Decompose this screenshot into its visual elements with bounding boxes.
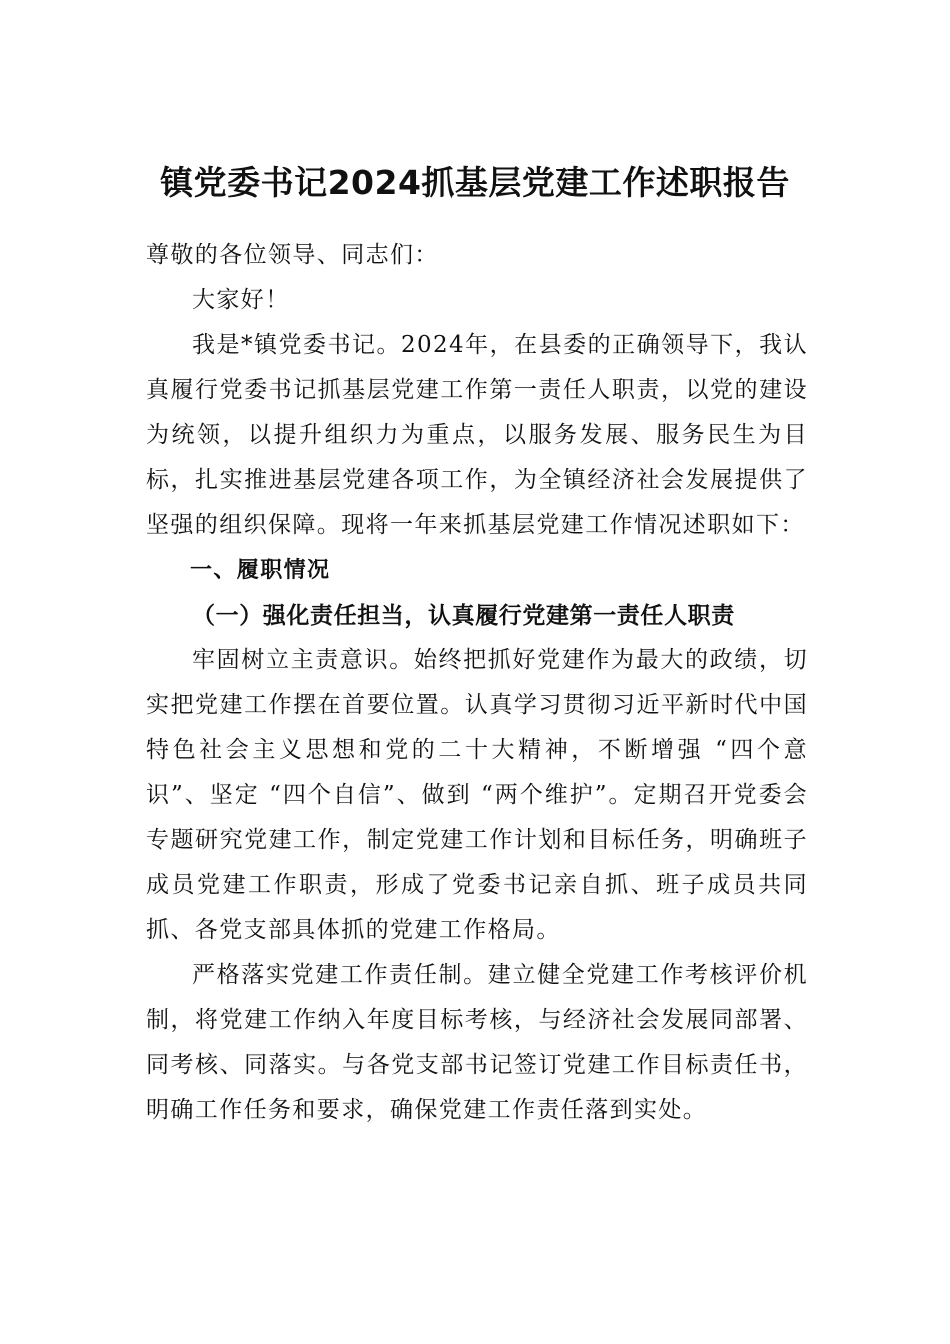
document-body — [146, 233, 808, 1133]
document-title: 镇党委书记2024抓基层党建工作述职报告 — [160, 163, 790, 202]
greeting: 大家好！ — [192, 287, 290, 313]
intro-paragraph: 我是*镇党委书记。2024年，在县委的正确领导下，我认真履行党委书记抓基层党建工作第一责任人职责，以党的建设为统领，以提升组织力为重点，以服务发展、服务民生为目标，扎实推进基层党建各项工作，为全镇经济社会发展提供了坚强的组织保障。现将一年来抓基层党建工作情况述职如下： — [146, 332, 808, 538]
paragraph-responsibility-awareness: 牢固树立主责意识。始终把抓好党建作为最大的政绩，切实把党建工作摆在首要位置。认真学习贯彻习近平新时代中国特色社会主义思想和党的二十大精神，不断增强 “四个意识”、坚定 “四个自信”、做到 “两个维护”。定期召开党委会专题研究党建工作，制定党建工作计划和目标任务，明确班子成员党建工作职责，形成了党委书记亲自抓、班子成员共同抓、各党支部具体抓的党建工作格局。 — [146, 647, 808, 943]
salutation: 尊敬的各位领导、同志们： — [146, 242, 439, 268]
paragraph-responsibility-system: 严格落实党建工作责任制。建立健全党建工作考核评价机制，将党建工作纳入年度目标考核，与经济社会发展同部署、同考核、同落实。与各党支部书记签订党建工作目标责任书，明确工作任务和要求，确保党建工作责任落到实处。 — [146, 962, 808, 1123]
section-heading: 一、履职情况 — [190, 558, 331, 583]
subsection-heading: （一）强化责任担当，认真履行党建第一责任人职责 — [192, 602, 735, 629]
